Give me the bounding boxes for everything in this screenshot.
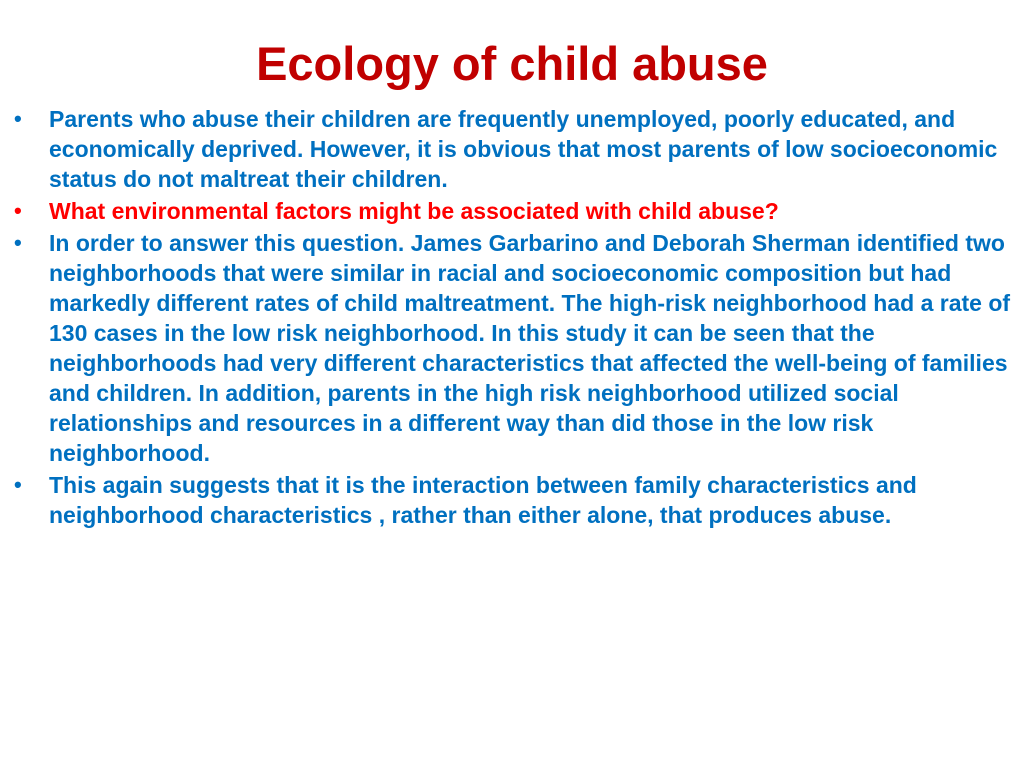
bullet-item — [12, 196, 1014, 226]
bullet-dot-icon: • — [14, 472, 22, 497]
bullet-item — [12, 228, 1014, 468]
bullet-list — [12, 104, 1014, 532]
bullet-dot-icon: • — [14, 106, 22, 131]
bullet-text-question: What environmental factors might be associated with child abuse? — [49, 198, 779, 224]
bullet-dot-icon: • — [14, 230, 22, 255]
bullet-item — [12, 470, 1014, 530]
slide-title: Ecology of child abuse — [256, 37, 768, 90]
bullet-text: Parents who abuse their children are frequently unemployed, poorly educated, and economically deprived. However, it is obvious that most parents of low socioeconomic status do not maltreat their children. — [49, 106, 998, 192]
bullet-text: This again suggests that it is the interaction between family characteristics and neighborhood characteristics , rather than either alone, that produces abuse. — [49, 472, 917, 528]
bullet-item — [12, 104, 1014, 194]
bullet-text: In order to answer this question. James Garbarino and Deborah Sherman identified two neighborhoods that were similar in racial and socioeconomic composition but had markedly different rates of child maltreatment. The high-risk neighborhood had a rate of 130 cases in the low risk neighborhood. In this study it can be seen that the neighborhoods had very different characteristics that affected the well-being of families and children. In addition, parents in the high risk neighborhood utilized social relationships and resources in a different way than did those in the low risk neighborhood. — [49, 230, 1011, 466]
bullet-dot-icon: • — [14, 198, 22, 223]
